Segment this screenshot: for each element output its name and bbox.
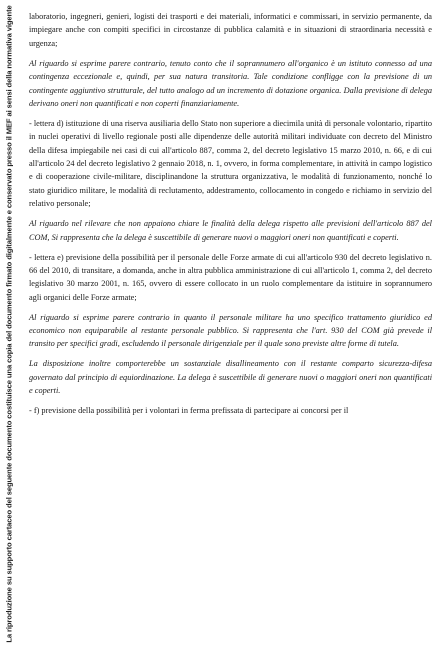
- opinion-contingente-aggiuntivo: Al riguardo si esprime parere contrario, tenuto conto che il soprannumero all'organico è un istituto connesso ad una contingenza eccezionale e, quindi, per sua natura transitoria. Tale condizione confligge con la previsione di un contingente aggiuntivo strutturale, del tutto analogo ad un incremento di dotazione organica. Dalla previsione di delega derivano oneri non quantificati e non coperti finanziariamente.: [29, 58, 432, 108]
- margin-note-text: La riproduzione su supporto cartaceo del seguente documento costituisce una copia del documento firmato digitalmente e conservato presso il MEF ai sensi della normativa vigente: [4, 5, 14, 643]
- document-body: [29, 10, 432, 424]
- opinion-lettera-d: Al riguardo nel rilevare che non appaiono chiare le finalità della delega rispetto alle previsioni dell'articolo 887 del COM, Si rappresenta che la delega è suscettibile di generare nuovi o maggiori oneri non quantificati e coperti.: [29, 219, 432, 242]
- paragraph-servizio-permanente: laboratorio, ingegneri, genieri, logisti dei trasporti e dei materiali, informatici e commissari, in servizio permanente, da impiegare anche con compiti specifici in circostanze di pubblica calamità e in situazioni di straordinaria necessità e urgenza;: [29, 12, 432, 48]
- paragraph-lettera-d: - lettera d) istituzione di una riserva ausiliaria dello Stato non superiore a diecimila unità di personale volontario, ripartito in nuclei operativi di livello regionale posti alle dipendenze delle autorità militari individuate con decreto del Ministro della difesa impiegabile nei casi di cui all'articolo 887, comma 2, del decreto legislativo 15 marzo 2010, n. 66, e di cui all'articolo 24 del decreto legislativo 2 gennaio 2018, n. 1, ovvero, in forma complementare, in attività in campo logistico e di cooperazione civile-militare, disciplinandone la struttura organizzativa, le modalità di funzionamento, nonché lo stato giuridico militare, le modalità di reclutamento, addestramento, collocamento in congedo e richiamo in servizio del relativo personale;: [29, 118, 432, 209]
- opinion-lettera-e: Al riguardo si esprime parere contrario in quanto il personale militare ha uno specifico trattamento giuridico ed economico non equiparabile al restante personale pubblico. Si rappresenta che l'art. 930 del COM già prevede il transito per specifici gradi, escludendo il personale dirigenziale per il quale sono previste altre forme di tutela.: [29, 312, 432, 349]
- paragraph-lettera-f: - f) previsione della possibilità per i volontari in ferma prefissata di partecipare ai concorsi per il: [29, 406, 349, 416]
- opinion-disallineamento: La disposizione inoltre comporterebbe un sostanziale disallineamento con il restante comparto sicurezza-difesa governato dal principio di equiordinazione. La delega è suscettibile di generare nuovi o maggiori oneri non quantificati e coperti.: [29, 359, 432, 396]
- margin-note: [0, 0, 18, 648]
- paragraph-lettera-e: - lettera e) previsione della possibilità per il personale delle Forze armate di cui all'articolo 930 del decreto legislativo n. 66 del 2010, di transitare, a domanda, anche in altra pubblica amministrazione di cui all'articolo 1, comma 2, del decreto legislativo 30 marzo 2001, n. 165, ovvero di essere collocato in un ruolo complementare da istituire in soprannumero agli organici delle Forze armate;: [29, 252, 432, 302]
